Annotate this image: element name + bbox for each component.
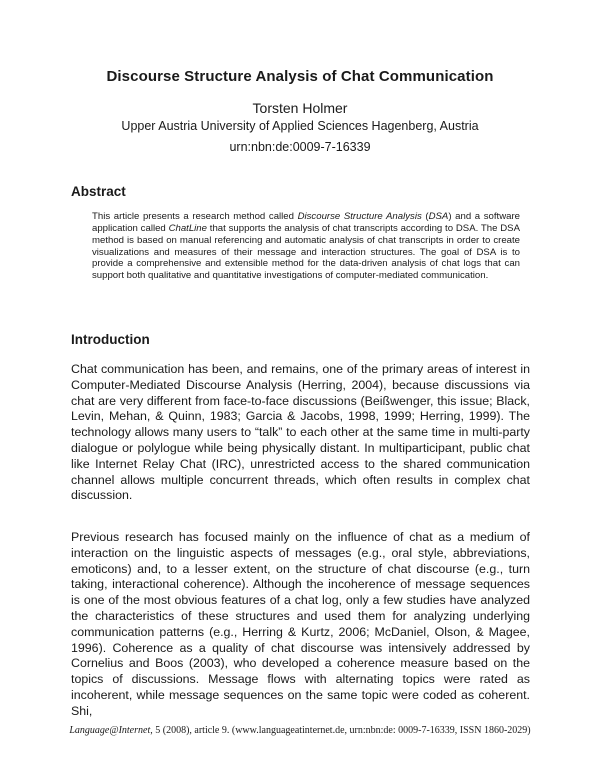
abstract-term-dsa: DSA [428, 211, 449, 222]
author-affiliation: Upper Austria University of Applied Sciences Hagenberg, Austria [121, 119, 479, 133]
introduction-paragraph-1: Chat communication has been, and remains, one of the primary areas of interest in Computer-Mediated Discourse Analysis (Herring, 2004), because discussions via chat are very different from face-to-face discussions (Beißwenger, this issue; Black, Levin, Mehan, & Quinn, 1983; Garcia & Jacobs, 1998, 1999; Herring, 1999). The technology allows many users to “talk” to each other at the same time in multi-party dialogue or polylogue while being physically distant. In multiparticipant, public chat like Internet Relay Chat (IRC), unrestricted access to the shared communication channel allows multiple concurrent threads, which often results in complex chat discussion. [71, 362, 530, 503]
abstract-segment: This article presents a research method called [92, 211, 298, 222]
paper-title: Discourse Structure Analysis of Chat Communication [106, 68, 494, 85]
abstract-term-dsa-full: Discourse Structure Analysis [297, 211, 422, 222]
author-name: Torsten Holmer [252, 100, 348, 116]
abstract-segment: ( [421, 211, 429, 222]
introduction-paragraph-2: Previous research has focused mainly on the influence of chat as a medium of interaction on the linguistic aspects of messages (e.g., oral style, abbreviations, emoticons) and, to a lesser extent, on the structure of chat discourse (e.g., turn taking, interactional coherence). Although the incoherence of message sequences is one of the most obvious features of a chat log, only a few studies have analyzed the characteristics of these structures and used them for analyzing underlying communication patterns (e.g., Herring & Kurtz, 2006; McDaniel, Olson, & Magee, 1996). Coherence as a quality of chat discourse was intensively addressed by Cornelius and Boos (2003), who developed a coherence measure based on the topics of discussions. Message flows with alternating topics were rated as incoherent, while message sequences on the same topic were coded as coherent. Shi, [71, 530, 530, 718]
abstract-text [92, 211, 520, 282]
abstract-term-chatline: ChatLine [168, 222, 207, 234]
introduction-heading: Introduction [71, 332, 150, 347]
footer-journal-name: Language@Internet [69, 725, 151, 736]
urn-identifier: urn:nbn:de:0009-7-16339 [229, 140, 371, 154]
abstract-heading: Abstract [71, 184, 126, 199]
abstract-segment: ) and a software application called [92, 211, 520, 234]
abstract-segment: that supports the analysis of chat transcripts according to DSA. The DSA method is based on manual referencing and automatic analysis of chat transcripts in order to create visualizations and measures of their message and interaction structures. The goal of DSA is to provide a comprehensive and extensible method for the data-driven analysis of chat logs that can support both qualitative and quantitative investigations of computer-mediated communication. [92, 222, 520, 282]
page-footer [0, 725, 600, 736]
footer-citation: , 5 (2008), article 9. (www.languageatinternet.de, urn:nbn:de: 0009-7-16339, ISSN 1860-2029) [150, 725, 531, 736]
